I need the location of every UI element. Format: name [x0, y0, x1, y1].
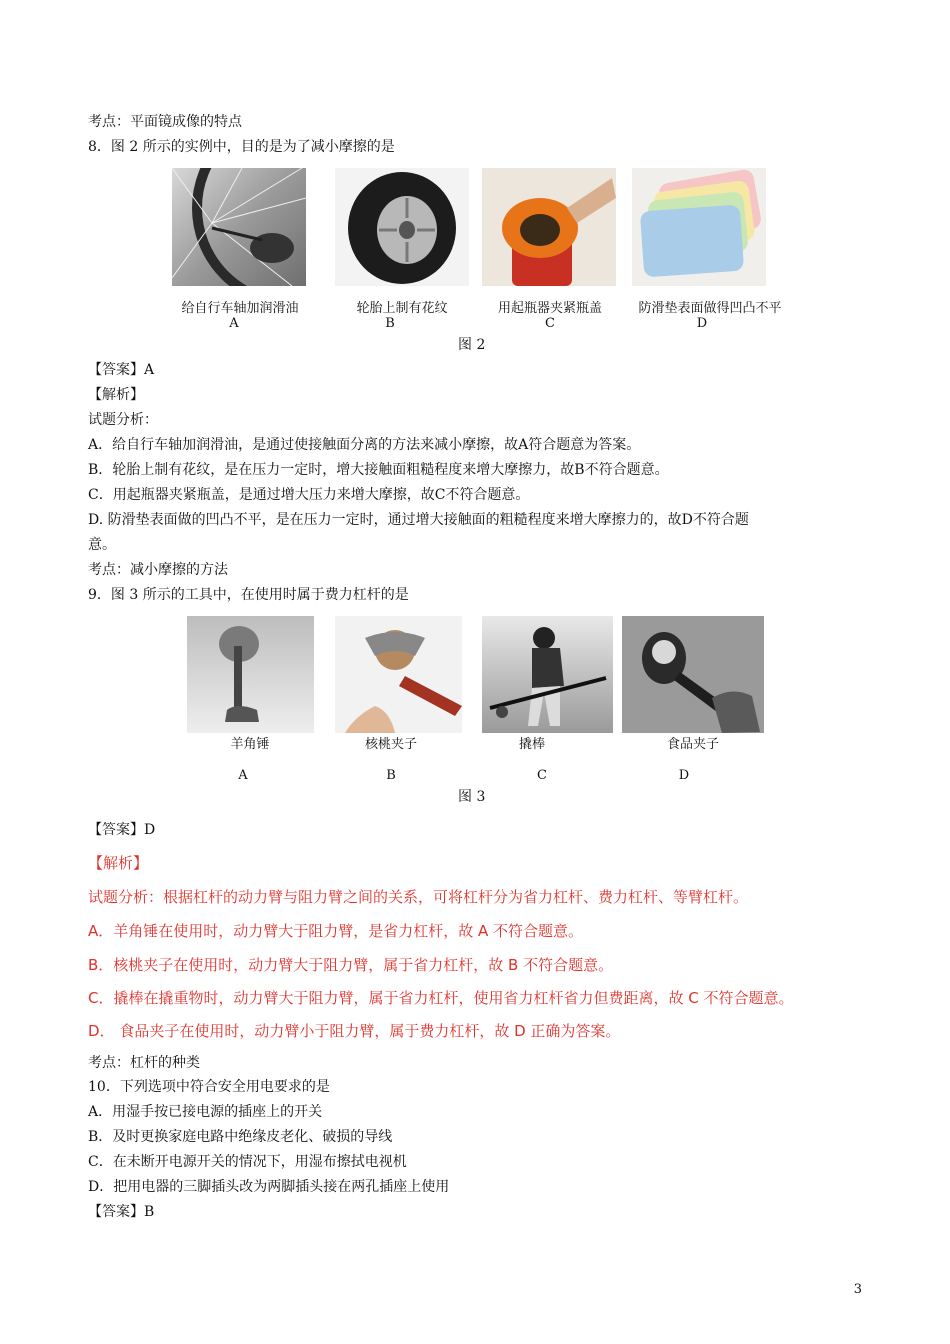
- q8-analysis-d: D. 防滑垫表面做的凹凸不平，是在压力一定时，通过增大接触面的粗糙程度来增大摩擦力的，故D不符合题: [88, 512, 749, 528]
- q9-option-b-caption: 核桃夹子: [364, 737, 417, 752]
- q8-option-c-caption: 用起瓶器夹紧瓶盖: [497, 301, 602, 316]
- q9-option-b-letter: B: [386, 768, 396, 783]
- q8-question: 8．图 2 所示的实例中，目的是为了减小摩擦的是: [88, 139, 395, 155]
- q8-option-d-caption: 防滑垫表面做得凹凸不平: [638, 301, 782, 316]
- q9-question: 9．图 3 所示的工具中，在使用时属于费力杠杆的是: [88, 587, 409, 603]
- q9-analysis-b: B．核桃夹子在使用时，动力臂大于阻力臂，属于省力杠杆，故 B 不符合题意。: [88, 956, 614, 974]
- food-tongs-image: [622, 616, 764, 733]
- q10-question: 10．下列选项中符合安全用电要求的是: [88, 1079, 330, 1095]
- q9-answer: 【答案】D: [88, 822, 156, 838]
- bottle-opener-image: [482, 168, 616, 286]
- q10-option-a: A．用湿手按已接电源的插座上的开关: [88, 1104, 323, 1120]
- q8-analysis-a: A．给自行车轴加润滑油，是通过使接触面分离的方法来减小摩擦，故A符合题意为答案。: [88, 437, 641, 453]
- q9-topic: 考点：杠杆的种类: [88, 1055, 200, 1071]
- q8-analysis-title: 【解析】: [88, 387, 144, 403]
- q8-option-d-letter: D: [696, 316, 708, 331]
- q8-analysis-intro: 试题分析：: [88, 412, 158, 428]
- q7-topic: 考点：平面镜成像的特点: [88, 114, 242, 130]
- q10-option-d: D．把用电器的三脚插头改为两脚插头接在两孔插座上使用: [88, 1179, 450, 1195]
- anti-slip-mat-image: [632, 168, 766, 286]
- claw-hammer-image: [187, 616, 314, 733]
- q8-analysis-b: B．轮胎上制有花纹，是在压力一定时，增大接触面粗糙程度来增大摩擦力，故B不符合题意。: [88, 462, 669, 478]
- q9-option-d-letter: D: [678, 768, 690, 783]
- figure-3-label: 图 3: [458, 789, 486, 805]
- q8-option-a-letter: A: [229, 316, 239, 331]
- q9-analysis-c: C．撬棒在撬重物时，动力臂大于阻力臂，属于省力杠杆，使用省力杠杆省力但费距离，故 C 不符合题意。: [88, 989, 794, 1007]
- q8-answer: 【答案】A: [88, 362, 155, 378]
- q9-option-c-caption: 撬棒: [518, 737, 545, 752]
- q9-option-a-letter: A: [238, 768, 248, 783]
- q9-analysis-a: A．羊角锤在使用时，动力臂大于阻力臂，是省力杠杆，故 A 不符合题意。: [88, 922, 584, 940]
- q9-analysis-intro: 试题分析：根据杠杆的动力臂与阻力臂之间的关系，可将杠杆分为省力杠杆、费力杠杆、等臂杠杆。: [88, 888, 749, 906]
- figure-2-label: 图 2: [458, 337, 486, 353]
- q10-option-b: B．及时更换家庭电路中绝缘皮老化、破损的导线: [88, 1129, 393, 1145]
- q8-option-b-letter: B: [385, 316, 395, 331]
- q9-analysis-title: 【解析】: [88, 854, 149, 872]
- q9-analysis-d: D． 食品夹子在使用时，动力臂小于阻力臂，属于费力杠杆，故 D 正确为答案。: [88, 1022, 621, 1040]
- walnut-cracker-image: [335, 616, 462, 733]
- q8-option-a-caption: 给自行车轴加润滑油: [181, 301, 299, 316]
- q9-option-a-caption: 羊角锤: [230, 737, 270, 752]
- q10-answer: 【答案】B: [88, 1204, 155, 1220]
- q8-analysis-c: C．用起瓶器夹紧瓶盖，是通过增大压力来增大摩擦，故C不符合题意。: [88, 487, 530, 503]
- page-number: 3: [853, 1282, 862, 1297]
- bicycle-oiling-image: [172, 168, 306, 286]
- q10-option-c: C．在未断开电源开关的情况下，用湿布擦拭电视机: [88, 1154, 407, 1170]
- q8-option-c-letter: C: [545, 316, 555, 331]
- crowbar-image: [482, 616, 613, 733]
- q8-topic: 考点：减小摩擦的方法: [88, 562, 228, 578]
- q8-analysis-d-cont: 意。: [88, 537, 116, 553]
- q8-option-b-caption: 轮胎上制有花纹: [356, 301, 448, 316]
- q9-option-c-letter: C: [537, 768, 547, 783]
- q9-option-d-caption: 食品夹子: [666, 737, 719, 752]
- tire-image: [335, 168, 469, 286]
